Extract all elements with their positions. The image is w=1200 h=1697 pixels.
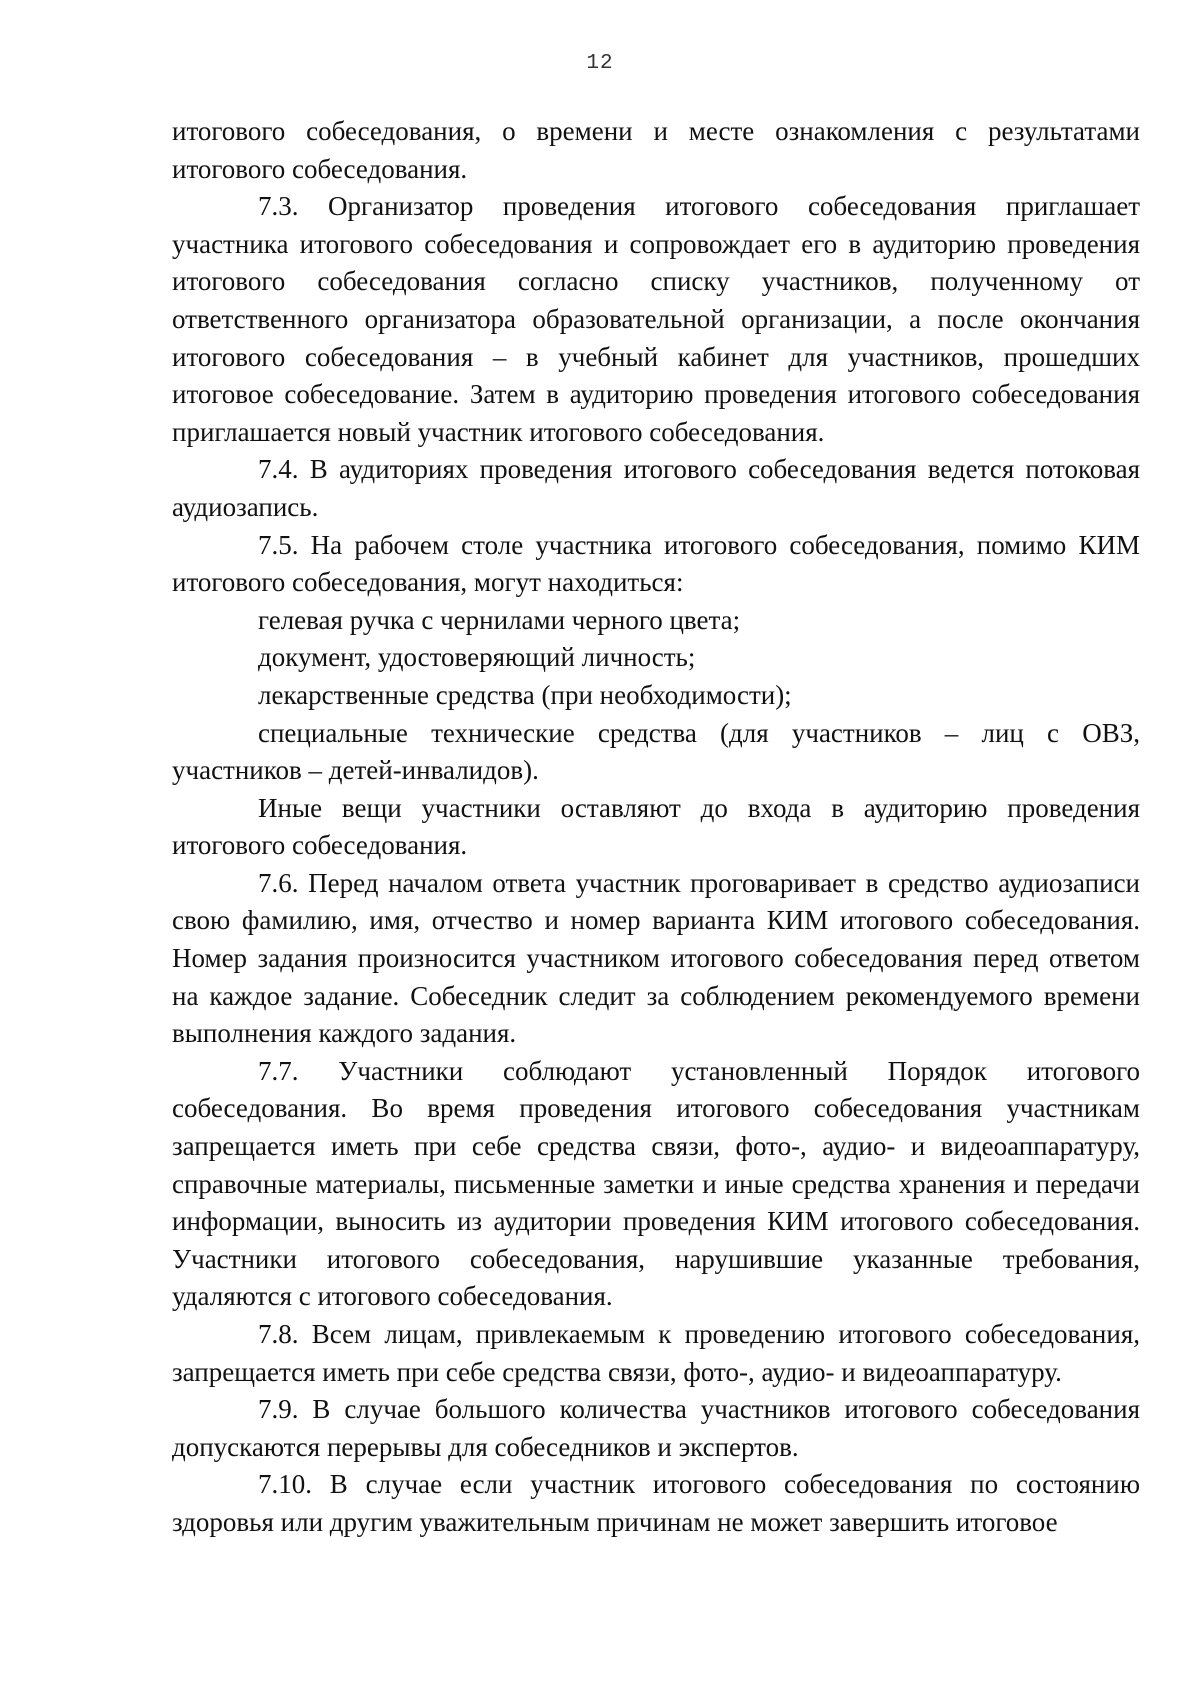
paragraph-other-items: Иные вещи участники оставляют до входа в аудиторию проведения итогового собеседования.: [172, 792, 1140, 861]
paragraph-7-4: 7.4. В аудиториях проведения итогового собеседования ведется потоковая аудиозапись.: [172, 454, 1140, 522]
page-number: 12: [586, 52, 614, 75]
paragraph-7-3: 7.3. Организатор проведения итогового собеседования приглашает участника итогового собеседования и сопровождает его в аудиторию проведения итогового собеседования согласно списку участников, полученному от ответственного организатора образовательной организации, а после окончания итогового собеседования – в учебный кабинет для участников, прошедших итоговое собеседование. Затем в аудиторию проведения итогового собеседования приглашается новый участник итогового собеседования.: [172, 191, 1140, 447]
paragraph-7-8: 7.8. Всем лицам, привлекаемым к проведению итогового собеседования, запрещается иметь при себе средства связи, фото-, аудио- и видеоаппаратуру.: [172, 1319, 1140, 1387]
paragraph-7-10: 7.10. В случае если участник итогового собеседования по состоянию здоровья или другим уважительным причинам не может завершить итоговое: [172, 1469, 1140, 1537]
list-item-pen: гелевая ручка с чернилами черного цвета;: [258, 604, 741, 635]
list-item-special-means: специальные технические средства (для участников – лиц с ОВЗ, участников – детей-инвалидов).: [172, 717, 1140, 786]
paragraph-7-9: 7.9. В случае большого количества участников итогового собеседования допускаются перерывы для собеседников и экспертов.: [172, 1394, 1140, 1462]
paragraph-continuation: итогового собеседования, о времени и месте ознакомления с результатами итогового собеседования.: [172, 116, 1140, 184]
document-body: [172, 113, 1140, 1542]
paragraph-7-5: 7.5. На рабочем столе участника итогового собеседования, помимо КИМ итогового собеседования, могут находиться:: [172, 529, 1140, 598]
list-item-id-document: документ, удостоверяющий личность;: [258, 642, 696, 673]
list-item-medicines: лекарственные средства (при необходимости);: [258, 679, 792, 710]
paragraph-7-6: 7.6. Перед началом ответа участник проговаривает в средство аудиозаписи свою фамилию, имя, отчество и номер варианта КИМ итогового собеседования. Номер задания произносится участником итогового собеседования перед ответом на каждое задание. Собеседник следит за соблюдением рекомендуемого времени выполнения каждого задания.: [172, 867, 1140, 1049]
paragraph-7-7: 7.7. Участники соблюдают установленный Порядок итогового собеседования. Во время проведения итогового собеседования участникам запрещается иметь при себе средства связи, фото-, аудио- и видеоаппаратуру, справочные материалы, письменные заметки и иные средства хранения и передачи информации, выносить из аудитории проведения КИМ итогового собеседования. Участники итогового собеседования, нарушившие указанные требования, удаляются с итогового собеседования.: [172, 1055, 1140, 1312]
